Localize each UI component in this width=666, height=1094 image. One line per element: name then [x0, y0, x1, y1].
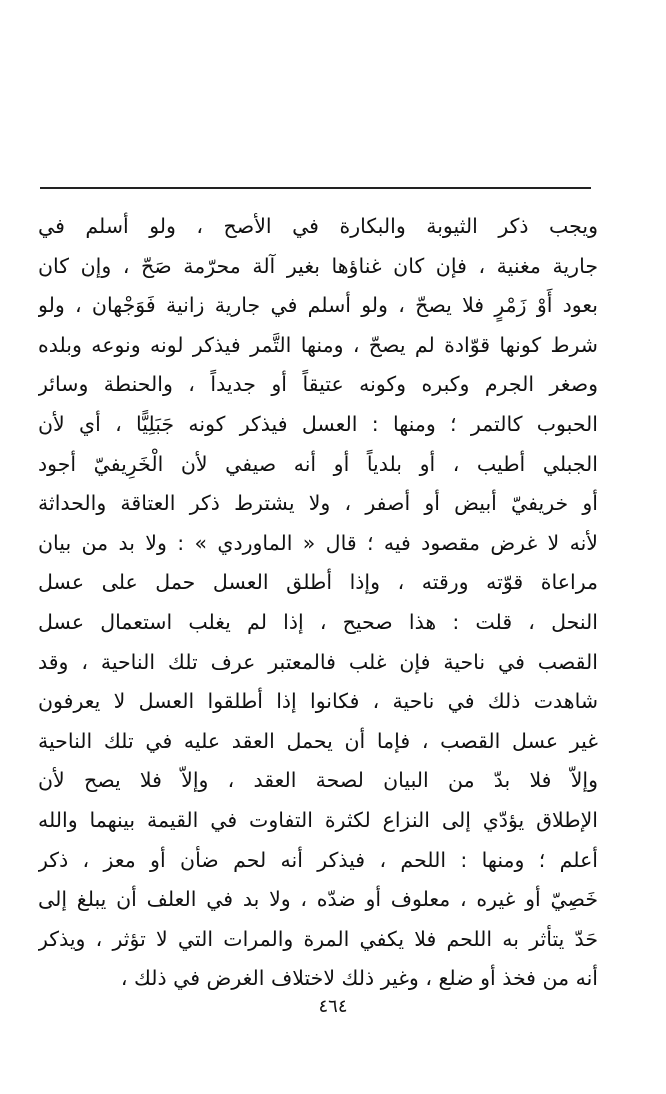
text-line: القصب في ناحية فإن غلب فالمعتبر عرف تلك الناحية ، وقد	[38, 649, 598, 674]
text-line: أو خريفيّ أبيض أو أصفر ، ولا يشترط ذكر العتاقة والحداثة	[38, 491, 598, 516]
text-line: مراعاة قوّته ورقته ، وإذا أطلق العسل حمل على عسل	[38, 570, 598, 595]
text-line: غير عسل القصب ، فإما أن يحمل العقد عليه في تلك الناحية	[38, 728, 598, 753]
text-line: الجبلي أطيب ، أو بلدياً أو أنه صيفي لأن الْخَرِيفيّ أجود	[38, 451, 598, 476]
text-line: وصغر الجرم وكبره وكونه عتيقاً أو جديداً ، والحنطة وسائر	[38, 372, 598, 397]
text-line: شاهدت ذلك في ناحية ، فكانوا إذا أطلقوا العسل لا يعرفون	[38, 689, 598, 714]
text-line: أعلم ؛ ومنها : اللحم ، فيذكر أنه لحم ضأن أو معز ، ذكر	[38, 847, 598, 872]
text-line: حَدّ يتأثر به اللحم فلا يكفي المرة والمرات التي لا تؤثر ، ويذكر	[38, 926, 598, 951]
text-line: أنه من فخذ أو ضلع ، وغير ذلك لاختلاف الغرض في ذلك ،	[120, 966, 598, 991]
text-line: وإلاّ فلا بدّ من البيان لصحة العقد ، وإلاّ فلا يصح لأن	[38, 768, 598, 793]
text-line: النحل ، قلت : هذا صحيح ، إذا لم يغلب استعمال عسل	[38, 609, 598, 634]
text-line: الإطلاق يؤدّي إلى النزاع لكثرة التفاوت في القيمة بينهما والله	[38, 807, 598, 832]
header-rule	[40, 187, 591, 189]
text-line: جارية مغنية ، فإن كان غناؤها بغير آلة محرّمة صَحّ ، وإن كان	[38, 253, 598, 278]
text-line: شرط كونها قوّادة لم يصحّ ، ومنها التَّمر فيذكر لونه ونوعه وبلده	[38, 332, 598, 357]
text-line: الحبوب كالتمر ؛ ومنها : العسل فيذكر كونه جَبَلِيًّا ، أي لأن	[38, 411, 598, 436]
page-number: ٤٦٤	[318, 996, 348, 1017]
text-line: بعود أَوْ زَمْرٍ فلا يصحّ ، ولو أسلم في جارية زانية فَوَجْهان ، ولو	[38, 293, 598, 318]
body-text	[38, 207, 598, 999]
text-line: ويجب ذكر الثيوبة والبكارة في الأصح ، ولو أسلم في	[38, 214, 598, 238]
text-line: لأنه لا غرض مقصود فيه ؛ قال « الماوردي » : ولا بد من بيان	[38, 530, 598, 555]
text-line: خَصِيّ أو غيره ، معلوف أو ضدّه ، ولا بد في العلف أن يبلغ إلى	[38, 887, 598, 912]
